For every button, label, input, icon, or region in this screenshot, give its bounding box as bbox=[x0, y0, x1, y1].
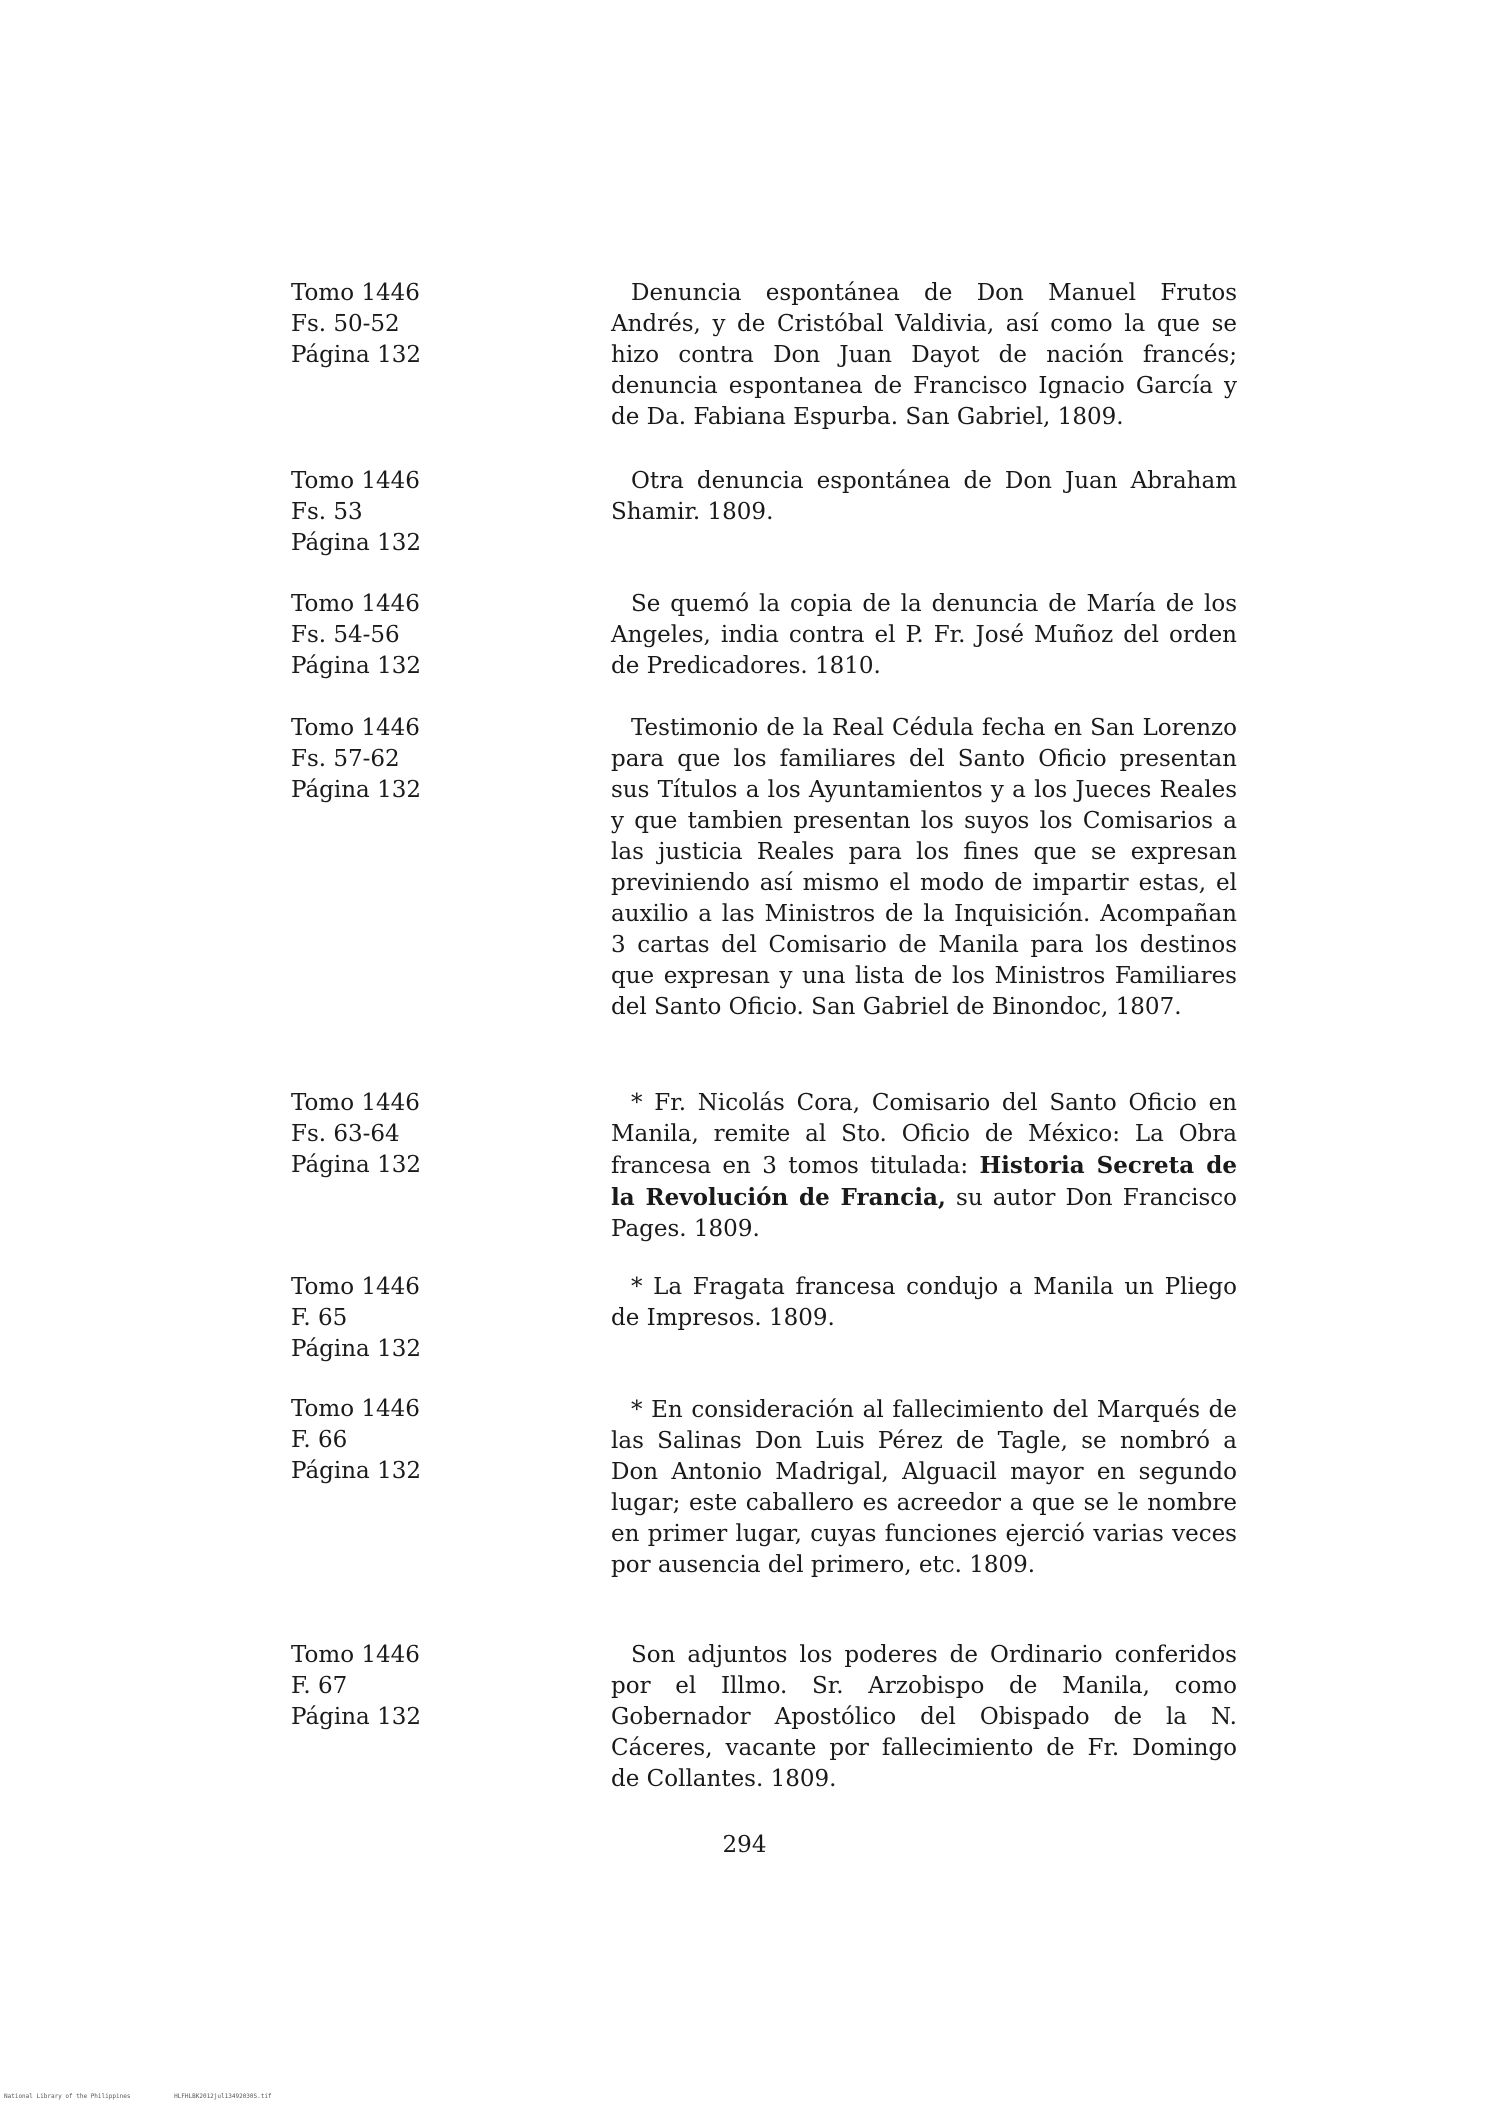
entry-reference bbox=[291, 278, 461, 371]
book-title: Historia Secreta de la Revolución de Francia, bbox=[611, 1152, 1237, 1211]
entry-description: Se quemó la copia de la denuncia de María de los Angeles, india contra el P. Fr. José Muñoz del orden de Predicadores. 1810. bbox=[611, 591, 1237, 679]
tomo-label: Tomo 1446 bbox=[291, 468, 420, 494]
entry-description: * En consideración al fallecimiento del Marqués de las Salinas Don Luis Pérez de Tagle, se nombró a Don Antonio Madrigal, Alguacil mayor en segundo lugar; este caballero es acreedor a que se le nombre en primer lugar, cuyas funciones ejerció varias veces por ausencia del primero, etc. 1809. bbox=[611, 1397, 1237, 1578]
entry-reference bbox=[291, 713, 461, 806]
entry-reference bbox=[291, 1394, 461, 1487]
tomo-label: Tomo 1446 bbox=[291, 591, 420, 617]
entry-description: Son adjuntos los poderes de Ordinario conferidos por el Illmo. Sr. Arzobispo de Manila, como Gobernador Apostólico del Obispado de la N. Cáceres, vacante por fallecimiento de Fr. Domingo de Collantes. 1809. bbox=[611, 1642, 1237, 1792]
entry-description: Testimonio de la Real Cédula fecha en San Lorenzo para que los familiares del Santo Oficio presentan sus Títulos a los Ayuntamientos y a los Jueces Reales y que tambien presentan los suyos los Comisarios a las justicia Reales para los fines que se expresan previniendo así mismo el modo de impartir estas, el auxilio a las Ministros de la Inquisición. Acompañan 3 cartas del Comisario de Manila para los destinos que expresan y una lista de los Ministros Familiares del Santo Oficio. San Gabriel de Binondoc, 1807. bbox=[611, 715, 1237, 1020]
tomo-label: Tomo 1446 bbox=[291, 1090, 420, 1116]
pagina-label: Página 132 bbox=[291, 1704, 421, 1730]
tomo-label: Tomo 1446 bbox=[291, 1274, 420, 1300]
scan-filename: HLFHLBK2012jul13492030S.tif bbox=[174, 2093, 272, 2100]
folio-label: Fs. 57-62 bbox=[291, 746, 400, 772]
folio-label: Fs. 54-56 bbox=[291, 622, 400, 648]
tomo-label: Tomo 1446 bbox=[291, 715, 420, 741]
pagina-label: Página 132 bbox=[291, 653, 421, 679]
entry-reference bbox=[291, 589, 461, 682]
pagina-label: Página 132 bbox=[291, 1152, 421, 1178]
entry-reference bbox=[291, 1088, 461, 1181]
pagina-label: Página 132 bbox=[291, 342, 421, 368]
folio-label: Fs. 53 bbox=[291, 499, 363, 525]
entry-reference bbox=[291, 1272, 461, 1365]
entry-description: Denuncia espontánea de Don Manuel Frutos Andrés, y de Cristóbal Valdivia, así como la que se hizo contra Don Juan Dayot de nación francés; denuncia espontanea de Francisco Ignacio García y de Da. Fabiana Espurba. San Gabriel, 1809. bbox=[611, 280, 1237, 430]
tomo-label: Tomo 1446 bbox=[291, 280, 420, 306]
scan-footer bbox=[4, 2093, 312, 2100]
pagina-label: Página 132 bbox=[291, 1458, 421, 1484]
pagina-label: Página 132 bbox=[291, 777, 421, 803]
entry-reference bbox=[291, 466, 461, 559]
entry-description: * Fr. Nicolás Cora, Comisario del Santo Oficio en Manila, remite al Sto. Oficio de México: La Obra francesa en 3 tomos titulada: Historia Secreta de la Revolución de Francia, su autor Don Francisco Pages. 1809. bbox=[611, 1090, 1237, 1242]
library-credit: National Library of the Philippines bbox=[4, 2093, 131, 2100]
entry-description: Otra denuncia espontánea de Don Juan Abraham Shamir. 1809. bbox=[611, 468, 1237, 525]
pagina-label: Página 132 bbox=[291, 1336, 421, 1362]
folio-label: F. 66 bbox=[291, 1427, 348, 1453]
folio-label: Fs. 63-64 bbox=[291, 1121, 400, 1147]
folio-label: Fs. 50-52 bbox=[291, 311, 400, 337]
folio-label: F. 65 bbox=[291, 1305, 348, 1331]
page-number: 294 bbox=[722, 1832, 767, 1858]
tomo-label: Tomo 1446 bbox=[291, 1642, 420, 1668]
tomo-label: Tomo 1446 bbox=[291, 1396, 420, 1422]
pagina-label: Página 132 bbox=[291, 530, 421, 556]
entry-description: * La Fragata francesa condujo a Manila un Pliego de Impresos. 1809. bbox=[611, 1274, 1237, 1331]
folio-label: F. 67 bbox=[291, 1673, 348, 1699]
entry-reference bbox=[291, 1640, 461, 1733]
